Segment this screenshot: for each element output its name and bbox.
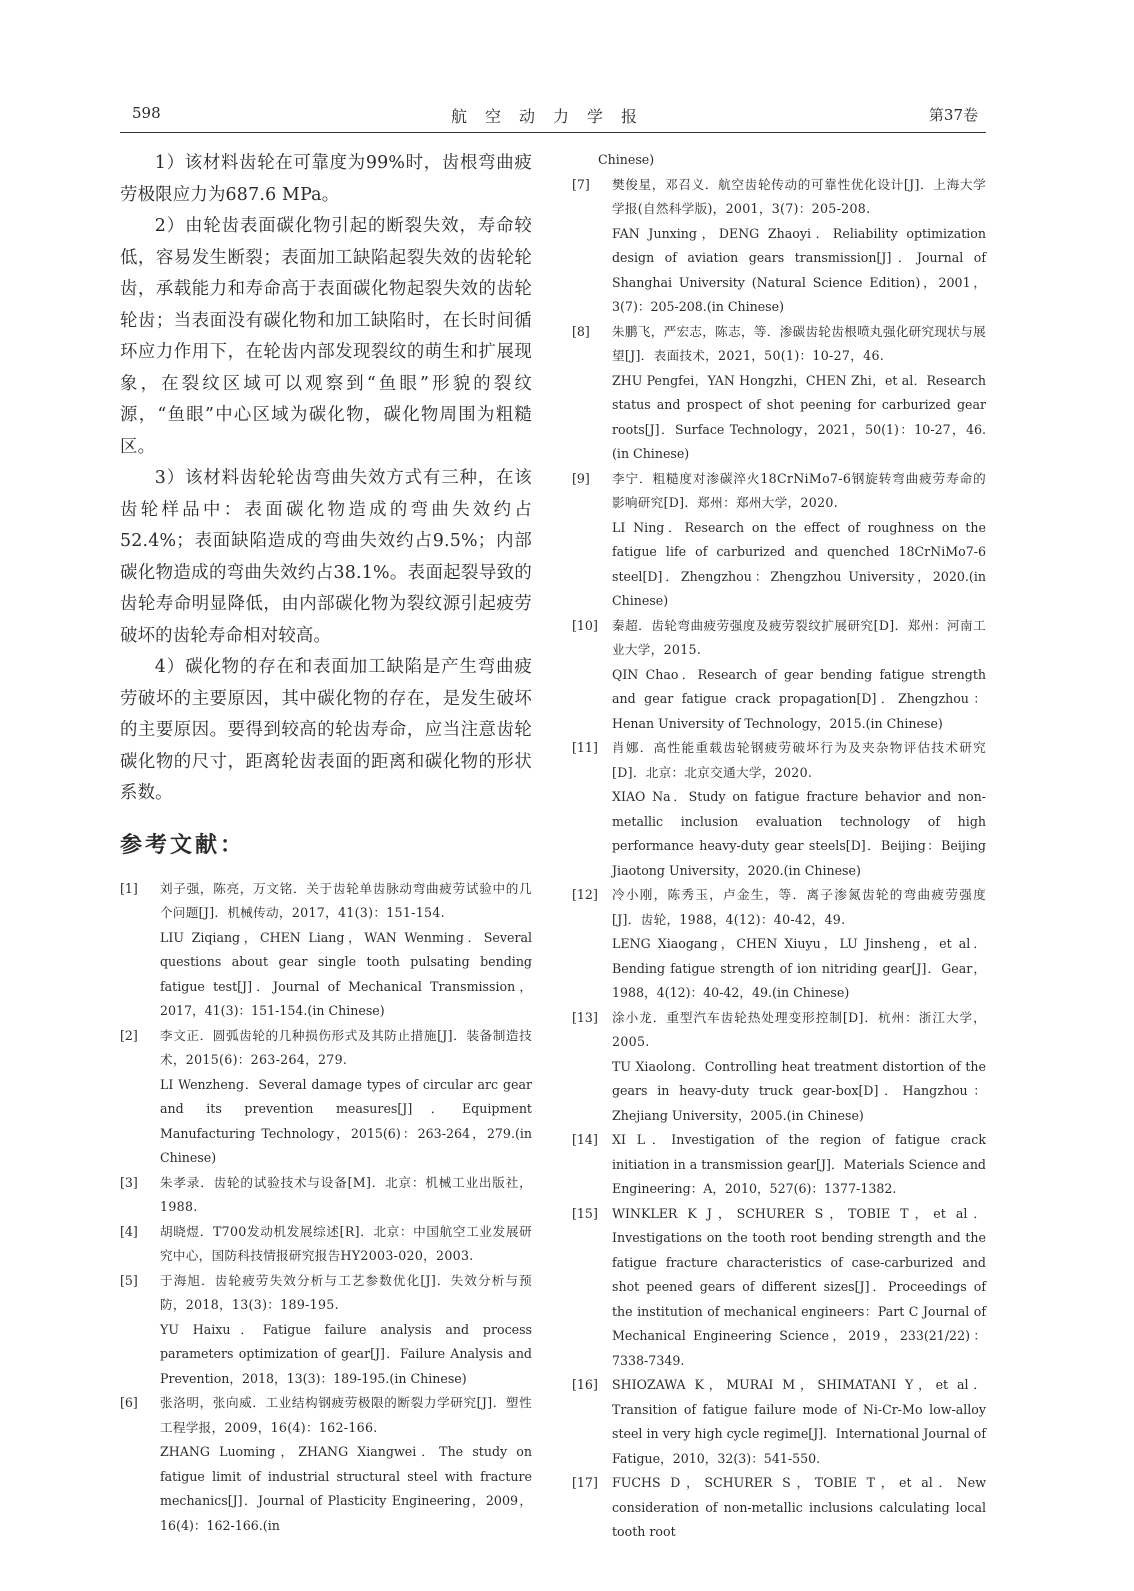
reference-body: [612, 883, 986, 1006]
reference-item: [572, 1128, 986, 1202]
reference-number: [16]: [572, 1377, 598, 1392]
reference-item: [572, 614, 986, 737]
reference-number: [10]: [572, 617, 598, 633]
reference-body: [612, 173, 986, 320]
reference-english: XI L．Investigation of the region of fatigue crack initiation in a transmission gear[J]．Materials Science and Engineering：A，2010，527(6)：1377-1382.: [612, 1132, 986, 1196]
conclusion-1: 1）该材料齿轮在可靠度为99%时，齿根弯曲疲劳极限应力为687.6 MPa。: [120, 153, 532, 205]
reference-chinese: 于海旭．齿轮疲劳失效分析与工艺参数优化[J]．失效分析与预防，2018，13(3)：189-195.: [160, 1272, 532, 1312]
reference-chinese: 李文正．圆弧齿轮的几种损伤形式及其防止措施[J]．装备制造技术，2015(6)：263-264，279.: [160, 1027, 532, 1067]
reference-number: [11]: [572, 740, 598, 755]
reference-item: [120, 1269, 532, 1392]
reference-chinese: 刘子强，陈亮，万文铭．关于齿轮单齿脉动弯曲疲劳试验中的几个问题[J]．机械传动，2017，41(3)：151-154.: [160, 880, 532, 920]
reference-english: YU Haixu．Fatigue failure analysis and process parameters optimization of gear[J]．Failure Analysis and Prevention，2018，13(3)：189-195.(in Chinese): [160, 1321, 532, 1386]
reference-english: FUCHS D，SCHURER S，TOBIE T，et al．New consideration of non-metallic inclusions calculating local tooth root: [612, 1475, 986, 1539]
reference-list-left: [120, 877, 532, 1539]
reference-body: [612, 467, 986, 614]
reference-item: [120, 1171, 532, 1220]
reference-item: [572, 1471, 986, 1545]
left-column: [120, 148, 532, 1538]
reference-chinese: 朱孝录．齿轮的试验技术与设备[M]．北京：机械工业出版社，1988.: [160, 1174, 532, 1214]
reference-english: FAN Junxing，DENG Zhaoyi．Reliability optimization design of aviation gears transmission[J]．Journal of Shanghai University (Natural Science Edition)，2001，3(7)：205-208.(in Chinese): [612, 225, 986, 314]
reference-body: [612, 320, 986, 467]
reference-item: [120, 1024, 532, 1171]
reference-number: [3]: [120, 1174, 138, 1190]
reference-chinese: 秦超．齿轮弯曲疲劳强度及疲劳裂纹扩展研究[D]．郑州：河南工业大学，2015.: [612, 617, 986, 657]
reference-english: WINKLER K J，SCHURER S，TOBIE T，et al．Investigations on the tooth root bending strength and the fatigue fracture characteristics of case-carburized and shot peened gears of different sizes[J]．Proceedings of the institution of mechanical engineers：Part C Journal of Mechanical Engineering Science，2019，233(21/22)：7338-7349.: [612, 1205, 986, 1368]
reference-body: [612, 1202, 986, 1374]
reference-item: [572, 1006, 986, 1129]
reference-body: [160, 1171, 532, 1220]
reference-item: [572, 173, 986, 320]
reference-chinese: 肖娜．高性能重载齿轮钢疲劳破坏行为及夹杂物评估技术研究[D]．北京：北京交通大学，2020.: [612, 740, 986, 780]
reference-english: TU Xiaolong．Controlling heat treatment distortion of the gears in heavy-duty truck gear-box[D]．Hangzhou：Zhejiang University，2005.(in Chinese): [612, 1058, 986, 1123]
reference-item: [572, 467, 986, 614]
reference-body: [612, 1006, 986, 1129]
reference-number: [5]: [120, 1272, 138, 1288]
reference-item: [572, 736, 986, 883]
reference-number: [2]: [120, 1027, 138, 1043]
reference-english: SHIOZAWA K，MURAI M，SHIMATANI Y，et al．Transition of fatigue failure mode of Ni-Cr-Mo low-alloy steel in very high cycle regime[J]．International Journal of Fatigue，2010，32(3)：541-550.: [612, 1377, 986, 1466]
reference-body: [612, 1471, 986, 1545]
reference-number: [17]: [572, 1475, 598, 1490]
reference-english: ZHU Pengfei，YAN Hongzhi，CHEN Zhi，et al．Research status and prospect of shot peening for carburized gear roots[J]．Surface Technology，2021，50(1)：10-27，46.(in Chinese): [612, 372, 986, 461]
reference-body: [160, 1220, 532, 1269]
reference-body: [612, 1373, 986, 1471]
reference-number: [6]: [120, 1395, 138, 1410]
reference-number: [13]: [572, 1009, 598, 1025]
right-column: [572, 148, 986, 1545]
reference-body: [612, 1128, 986, 1202]
reference-english: ZHANG Luoming，ZHANG Xiangwei．The study on fatigue limit of industrial structural steel with fracture mechanics[J]．Journal of Plasticity Engineering，2009，16(4)：162-166.(in: [160, 1444, 532, 1533]
reference-english: LI Ning．Research on the effect of roughness on the fatigue life of carburized and quenched 18CrNiMo7-6 steel[D]．Zhengzhou：Zhengzhou University，2020.(in Chinese): [612, 519, 986, 608]
reference-number: [9]: [572, 470, 590, 486]
reference-chinese: 冷小刚，陈秀玉，卢金生，等．离子渗氮齿轮的弯曲疲劳强度[J]．齿轮，1988，4(12)：40-42，49.: [612, 887, 986, 927]
reference-item: [120, 1220, 532, 1269]
reference-number: [15]: [572, 1205, 598, 1221]
reference-item: [572, 1373, 986, 1471]
reference-chinese: 涂小龙．重型汽车齿轮热处理变形控制[D]．杭州：浙江大学，2005.: [612, 1009, 986, 1049]
reference-english: XIAO Na．Study on fatigue fracture behavior and non-metallic inclusion evaluation technology of high performance heavy-duty gear steels[D]．Beijing：Beijing Jiaotong University，2020.(in Chinese): [612, 789, 986, 878]
reference-item: [120, 877, 532, 1024]
reference-chinese: 李宁．粗糙度对渗碳淬火18CrNiMo7-6钢旋转弯曲疲劳寿命的影响研究[D]．郑州：郑州大学，2020.: [612, 470, 986, 510]
volume-label: 第37卷: [928, 106, 978, 124]
reference-english: LI Wenzheng．Several damage types of circular arc gear and its prevention measures[J]．Equipment Manufacturing Technology，2015(6)：263-264，279.(in Chinese): [160, 1076, 532, 1165]
reference-english: QIN Chao．Research of gear bending fatigue strength and gear fatigue crack propagation[D]．Zhengzhou：Henan University of Technology，2015.(in Chinese): [612, 666, 986, 731]
reference-body: [160, 877, 532, 1024]
conclusion-2: 2）由轮齿表面碳化物引起的断裂失效，寿命较低，容易发生断裂；表面加工缺陷起裂失效的齿轮轮齿，承载能力和寿命高于表面碳化物起裂失效的齿轮轮齿；当表面没有碳化物和加工缺陷时，在长时间循环应力作用下，在轮齿内部发现裂纹的萌生和扩展现象，在裂纹区域可以观察到“鱼眼”形貌的裂纹源，“鱼眼”中心区域为碳化物，碳化物周围为粗糙区。: [120, 216, 532, 457]
page-header: [120, 100, 986, 133]
reference-number: [8]: [572, 323, 590, 339]
reference-body: [612, 614, 986, 737]
reference-body: [160, 1391, 532, 1538]
reference-item: [572, 883, 986, 1006]
reference-number: [1]: [120, 880, 138, 896]
reference-number: [4]: [120, 1223, 138, 1239]
reference-chinese: 张洛明，张向威．工业结构钢疲劳极限的断裂力学研究[J]．塑性工程学报，2009，16(4)：162-166.: [160, 1395, 532, 1435]
reference-chinese: 樊俊星，邓召义．航空齿轮传动的可靠性优化设计[J]．上海大学学报(自然科学版)，2001，3(7)：205-208.: [612, 176, 986, 216]
journal-title: 航空动力学报: [450, 107, 655, 126]
reference-continuation: Chinese): [598, 152, 655, 167]
page-number: 598: [132, 104, 161, 122]
reference-english: LENG Xiaogang，CHEN Xiuyu，LU Jinsheng，et al．Bending fatigue strength of ion nitriding gear[J]．Gear，1988，4(12)：40-42，49.(in Chinese): [612, 936, 986, 1000]
reference-chinese: 胡晓煜．T700发动机发展综述[R]．北京：中国航空工业发展研究中心，国防科技情报研究报告HY2003-020，2003.: [160, 1223, 532, 1263]
reference-item: [572, 1202, 986, 1374]
reference-english: LIU Ziqiang，CHEN Liang，WAN Wenming．Several questions about gear single tooth pulsating bending fatigue test[J]．Journal of Mechanical Transmission，2017，41(3)：151-154.(in Chinese): [160, 929, 532, 1018]
reference-item: [572, 320, 986, 467]
reference-body: [160, 1269, 532, 1392]
references-heading: 参考文献：: [120, 832, 246, 858]
conclusion-4: 4）碳化物的存在和表面加工缺陷是产生弯曲疲劳破坏的主要原因，其中碳化物的存在，是发生破坏的主要原因。要得到较高的轮齿寿命，应当注意齿轮碳化物的尺寸，距离轮齿表面的距离和碳化物的形状系数。: [120, 657, 532, 803]
reference-list-right: [572, 173, 986, 1545]
reference-body: [612, 736, 986, 883]
reference-item: [120, 1391, 532, 1538]
conclusion-3: 3）该材料齿轮轮齿弯曲失效方式有三种，在该齿轮样品中：表面碳化物造成的弯曲失效约占52.4%；表面缺陷造成的弯曲失效约占9.5%；内部碳化物造成的弯曲失效约占38.1%。表面起裂导致的齿轮寿命明显降低，由内部碳化物为裂纹源引起疲劳破坏的齿轮寿命相对较高。: [120, 468, 532, 646]
reference-number: [14]: [572, 1132, 598, 1147]
reference-number: [12]: [572, 887, 598, 902]
reference-chinese: 朱鹏飞，严宏志，陈志，等．渗碳齿轮齿根喷丸强化研究现状与展望[J]．表面技术，2021，50(1)：10-27，46.: [612, 323, 986, 363]
reference-number: [7]: [572, 176, 590, 192]
reference-body: [160, 1024, 532, 1171]
